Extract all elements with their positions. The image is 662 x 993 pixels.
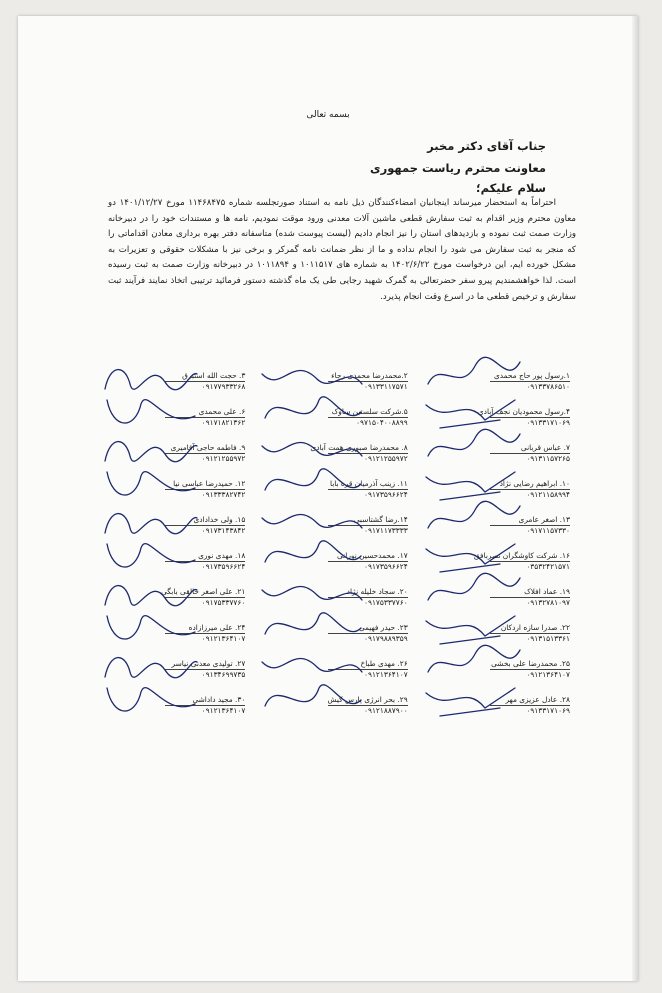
signatory [440,548,570,584]
signatory-phone: ۰۹۱۷۷۹۳۳۲۶۸ [201,382,246,391]
signatory-name: ۱۱. زینب آذرمیان قره بابا [329,479,408,488]
signatory [115,476,245,512]
signatory-name: ۸. محمدرضا صبوری همت آبادی [310,443,408,452]
signatory [277,512,407,548]
name-underline [490,597,570,598]
signatory-name: ۲۳. حیدر فهیمی [358,623,408,632]
signatory [115,656,245,692]
signatory-phone: ۰۹۱۷۳۱۴۳۸۴۲ [201,526,246,535]
name-underline [328,705,408,706]
name-underline [328,525,408,526]
name-underline [165,561,245,562]
signatory-name: ۱۵. ولی خدادادی [193,515,246,524]
signatory-name: ۱۹. عماد افلاک [524,587,570,596]
name-underline [328,633,408,634]
signatory [115,404,245,440]
signatory-phone: ۰۹۱۷۳۵۹۶۶۲۴ [201,562,246,571]
greeting: سلام علیکم؛ [475,181,546,195]
signatory-phone: ۰۹۱۲۱۸۸۷۹۰۰ [364,706,408,715]
signatory-name: ۱۸. مهدی نوری [198,551,246,560]
signatory-phone: ۰۹۱۳۱۵۱۳۳۶۱ [526,634,570,643]
signatory-phone: ۰۹۱۲۱۲۵۵۹۷۲ [364,454,408,463]
signatory [115,692,245,728]
signatory-name: ۱۳. اصغر عامری [518,515,570,524]
page-edge-shadow [632,16,638,981]
signatory-name: ۲۹. بحر انرژی پارس کیش [327,695,408,704]
signatory [115,584,245,620]
signatory-name: ۲۰. سجاد خلیله نژاد [346,587,408,596]
signatory [440,620,570,656]
signatory [115,620,245,656]
signatory [115,512,245,548]
name-underline [165,381,245,382]
name-underline [328,453,408,454]
name-underline [490,417,570,418]
signatory-phone: ۰۹۱۷۵۳۳۷۷۶۰ [201,598,246,607]
signatory-name: ۱.رسول پور حاج محمدی [493,371,570,380]
signatory-phone: ۰۹۱۳۳۷۸۶۵۱۰ [526,382,570,391]
name-underline [490,381,570,382]
signatory-phone: ۰۹۱۳۳۱۱۷۵۷۱ [364,382,408,391]
signatory [277,368,407,404]
name-underline [490,453,570,454]
signatory-name: ۲۱. علی اصغر خالقی بابگی [161,587,246,596]
signatory [440,512,570,548]
basmala: بسمه تعالی [306,110,350,120]
signatory-phone: ۰۹۱۷۱۱۷۳۳۳۳ [364,526,408,535]
signatory-phone: ۰۹۱۳۱۱۵۷۲۶۵ [526,454,570,463]
letter-page [18,16,638,981]
signatory-name: ۱۶. شرکت کاوشگران نصربافق [473,551,570,560]
recipient-line-2: معاونت محترم ریاست جمهوری [370,161,546,175]
signatory-phone: ۰۹۱۲۱۳۶۴۱۰۷ [364,670,408,679]
name-underline [328,669,408,670]
signatory-name: ۳. حجت الله استبرق [182,371,246,380]
signatory [277,692,407,728]
name-underline [165,633,245,634]
name-underline [490,489,570,490]
signatory-name: ۲۶. مهدی طباخ [360,659,408,668]
signatory [440,692,570,728]
signatory-name: ۲۵. محمدرضا علی بخشی [491,659,570,668]
signatory-name: ۴.رسول محمودیان نجف آبادی [477,407,570,416]
recipient-line-1: جناب آقای دکتر مخبر [427,139,546,153]
signatory-name: ۷. عباس قربانی [520,443,570,452]
signatory [277,440,407,476]
signatory-phone: ۰۹۱۷۱۱۵۷۳۳۰ [526,526,570,535]
signatory [277,584,407,620]
signatory-phone: ۰۹۱۷۳۵۹۶۶۲۴ [364,562,408,571]
signatory-phone: ۰۹۱۷۹۸۸۹۳۵۹ [364,634,408,643]
name-underline [328,561,408,562]
signatory-name: ۲۸. عادل عزیزی مهر [505,695,570,704]
signatory [115,440,245,476]
name-underline [490,669,570,670]
name-underline [165,705,245,706]
signatory-name: ۲۲. صدرا سازه اردکان [500,623,570,632]
signatory [277,656,407,692]
letter-body-text: احتراماً به استحضار میرساند اینجانبان امضاءکنندگان ذیل نامه به استناد صورتجلسه شماره ۱۱۴۶۸۴۷۵ مورخ ۱۴۰۱/۱۲/۲۷ دو معاون محترم وزیر اقدام به ثبت سفارش قطعی ماشین آلات معدنی ورود موقت نمودیم، نامه ها و مستندات خود را در دبیرخانه وزارت صمت ثبت نموده و بازدیدهای استان را نیز انجام دادیم (لیست پیوست شده) متاسفانه دفتر بهره برداری معادن اقداماتی را که منجر به ثبت سفارش می شود را انجام نداده و ما از نظر ضمانت نامه گمرکر و برخی نیز با مشکلات حقوقی و تعزیرات به مشکل خورده ایم، این درخواست مورخ ۱۴۰۲/۶/۲۲ به شماره های ۱۰۱۱۵۱۷ و ۱۰۱۱۸۹۴ در دبیرخانه وزارت صمت به ثبت رسیده است. لذا خواهشمندیم پیرو سفر حضرتعالی به گمرک شهید رجایی طی یک ماه گذشته دستور فرمائید ترتیبی اتخاذ نمایند فرآیند ثبت سفارش و ترخیص قطعی ما در اسرع وقت انجام پذیرد. [108,198,576,302]
name-underline [165,417,245,418]
signatory-name: ۱۲. حمیدرضا عباسی نیا [173,479,246,488]
signatory [115,368,245,404]
letter-body [108,196,576,305]
name-underline [328,597,408,598]
signatory [440,656,570,692]
signatory [440,584,570,620]
signatory-phone: ۰۹۱۷۵۳۳۷۷۶۰ [364,598,408,607]
signatory-phone: ۰۹۱۳۳۱۷۱۰۶۹ [526,418,570,427]
signatories-list [115,368,570,728]
signatory-name: ۲۷. تولیدی معدنی نیاسر [171,659,246,668]
name-underline [490,705,570,706]
signatory [277,620,407,656]
signatory-name: ۳۰. مجید داداشی [192,695,246,704]
signatory-phone: ۰۹۱۳۴۶۹۹۷۳۵ [201,670,246,679]
signatory-phone: ۰۹۱۳۳۱۷۱۰۶۹ [526,706,570,715]
signatory-phone: ۰۳۵۳۲۴۲۱۵۷۱ [526,562,570,571]
name-underline [490,525,570,526]
name-underline [165,453,245,454]
signatory [440,440,570,476]
signatory-phone: ۰۹۱۲۱۲۵۵۹۷۲ [201,454,246,463]
signatory [440,404,570,440]
name-underline [165,669,245,670]
signatory-phone: ۰۹۱۲۱۳۶۴۱۰۷ [201,706,246,715]
name-underline [328,489,408,490]
signatory-phone: ۰۹۱۲۱۱۵۸۹۹۴ [526,490,570,499]
signatory-name: ۶. علی محمدی [198,407,246,416]
signatory-name: ۵.شرکت سلستین ساوک [331,407,408,416]
name-underline [165,597,245,598]
signatory-name: ۱۴.رضا گشتاسبی [353,515,408,524]
name-underline [490,633,570,634]
signatory-phone: ۰۹۱۲۱۳۶۴۱۰۷ [526,670,570,679]
signatory-name: ۲.محمدرضا محمدی رجاء [331,371,408,380]
signatory-phone: ۰۹۱۷۱۸۲۱۳۶۲ [201,418,246,427]
signatory-name: ۹. فاطمه حاجی آقامیری [170,443,246,452]
name-underline [165,525,245,526]
signatory [277,404,407,440]
signatory [115,548,245,584]
name-underline [328,381,408,382]
signatory [440,476,570,512]
signatory-phone: ۰۹۱۳۲۷۸۱۰۹۷ [526,598,570,607]
signatory [277,476,407,512]
signatory-phone: ۰۹۱۲۱۳۶۴۱۰۷ [201,634,246,643]
signatory-name: ۲۴. علی میرزازاده [188,623,246,632]
signatory-phone: ۰۹۱۳۳۳۸۲۷۴۲ [201,490,246,499]
signatory-phone: ۰۹۱۷۳۵۹۶۶۲۴ [364,490,408,499]
signatory-phone: ۰۹۷۱۵۰۴۰۰۸۸۹۹ [356,418,408,427]
name-underline [165,489,245,490]
name-underline [328,417,408,418]
signatory-name: ۱۷. محمدحسین نورانی [337,551,408,560]
name-underline [490,561,570,562]
signatory-name: ۱۰. ابراهیم رضایی نژاد [499,479,570,488]
signatory [440,368,570,404]
signatory [277,548,407,584]
